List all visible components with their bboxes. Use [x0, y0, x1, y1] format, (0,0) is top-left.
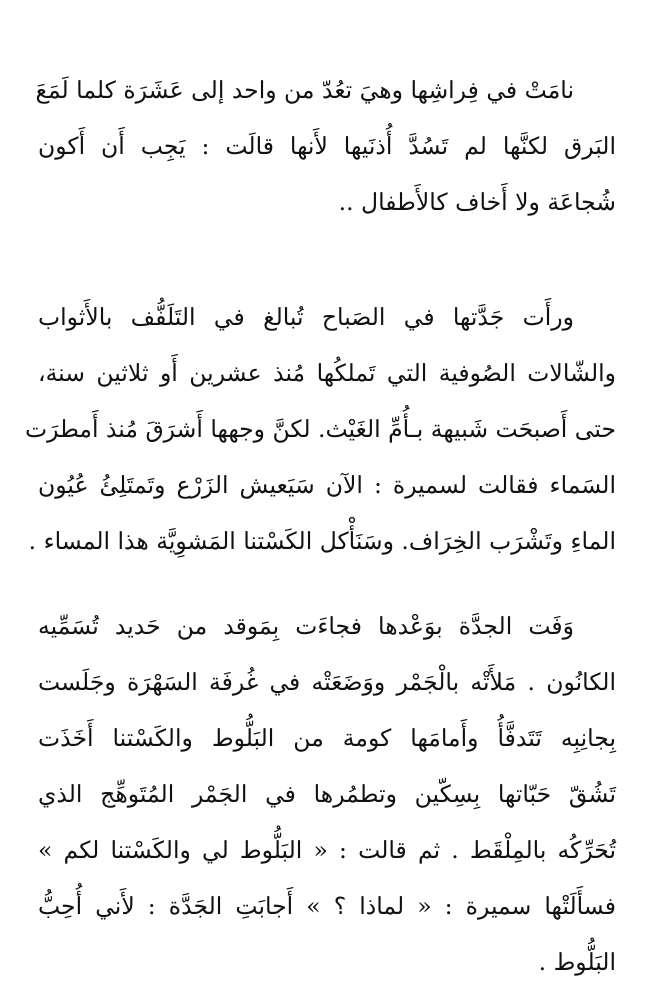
paragraph-2 [25, 289, 616, 569]
paragraph-line: ورأَت جَدَّتها في الصَباح تُبالغ في التَلَفُّف بالأَثواب [38, 303, 574, 331]
paragraph-line: فسأَلَتْها سميرة : « لماذا ؟ » أَجابَتِ الجَدَّة : لأَني أُحِبُّ [38, 892, 616, 920]
paragraph-line: نامَتْ في فِراشِها وهيَ تعُدّ من واحد إلى عَشَرَة كلما لَمَعَ [35, 76, 574, 104]
paragraph-line: تَشُقّ حَبّاتها بِسِكّين وتطمُرها في الجَمْر المُتَوهِّج الذي [38, 780, 616, 808]
paragraph-line: الكانُون . مَلأَتْه بالْجَمْر ووَضَعَتْه في غُرفَة السَهْرَة وجَلَست [38, 668, 616, 696]
paragraph-line: والشّالات الصُوفية التي تَملكُها مُنذ عشرين أَو ثلاثين سنة، [38, 359, 616, 387]
paragraph-line: بِجانِبِه تَتَدفَّأُ وأَمامَها كومة من البَلُّوط والكَسْتنا أَخَذَت [38, 724, 616, 752]
paragraph-3 [38, 598, 616, 990]
paragraph-line: البَرق لكنَّها لم تَسُدَّ أُذنَيها لأَنها قالَت : يَجِب أَن أَكون [38, 132, 616, 160]
paragraph-line: الماءِ وتَشْرَب الخِرَاف. وسَنَأْكل الكَسْتنا المَشوِيَّة هذا المساء . [28, 527, 616, 555]
paragraph-line: تُحَرِّكُه بالمِلْقَط . ثم قالت : « البَلُّوط لي والكَسْتنا لكم » [38, 836, 616, 864]
paragraph-line: وَفَت الجدَّة بوَعْدها فجاءَت بِمَوقد من حَديد تُسَمِّيه [38, 612, 574, 640]
paragraph-line: السَماء فقالت لسميرة : الآن سَيَعيش الزَرْع وتَمتَلِئُ عُيُون [38, 471, 616, 499]
paragraph-line: حتى أَصبحَت شَبيهة بـأُمِّ الغَيْث. لكنَّ وجهها أَشرَقَ مُنذ أَمطرَت [25, 415, 616, 443]
paragraph-line: شُجاعَة ولا أَخاف كالأَطفال .. [338, 188, 616, 216]
paragraph-line: البَلُّوط . [538, 948, 616, 976]
paragraph-1 [35, 62, 616, 230]
